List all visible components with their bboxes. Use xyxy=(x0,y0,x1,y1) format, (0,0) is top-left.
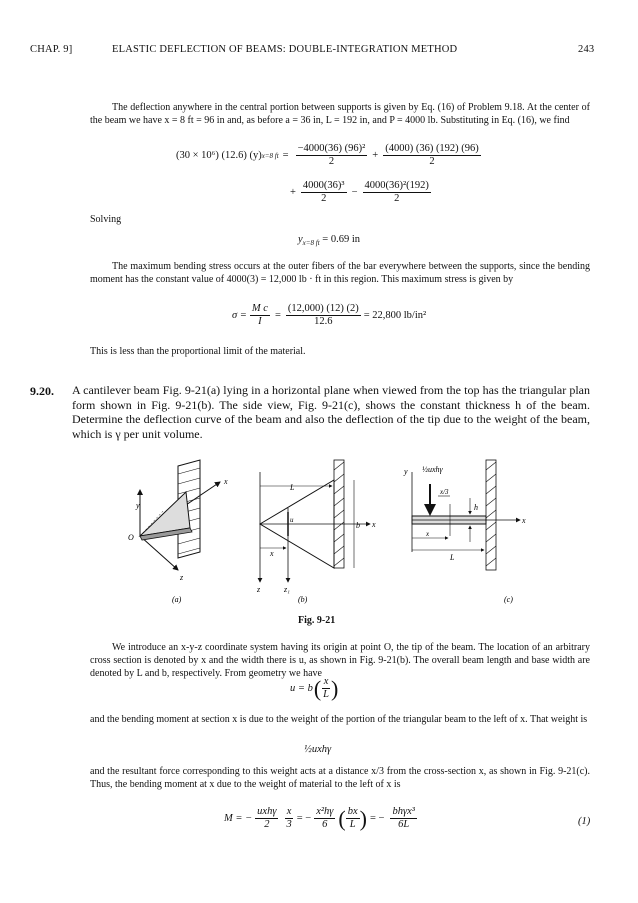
fig-c-dim-x: x xyxy=(426,530,430,538)
eq2-sub: x=8 ft xyxy=(302,239,320,248)
eq1-t4-den: 2 xyxy=(394,193,400,204)
eq1-t1-den: 2 xyxy=(328,156,335,167)
eq6-f3-num: x²hγ xyxy=(316,806,334,817)
figure-a-isometric xyxy=(140,460,220,570)
equation-deflection-line2: + $\frac{\text{4000(36)³}}{2}$ − $\frac{\text{4000(36)²(192)}}{2}$ xyxy=(290,180,429,204)
eq1-t1-num: −4000(36) (96)² xyxy=(297,143,366,154)
equation-stress: σ = $\frac{\text{M c}}{I}$ = $\frac{(12,000) (12) (2)}{12.6}$ = 22,800 lb/in² xyxy=(232,303,427,327)
fig-a-origin: O xyxy=(128,533,134,542)
fig-a-axis-x: x xyxy=(224,477,228,486)
eq3-f1-num: M c xyxy=(251,303,268,314)
eq6-f1-den: 2 xyxy=(264,819,270,830)
problem-number: 9.20. xyxy=(30,384,54,398)
eq4-den: L xyxy=(323,689,330,700)
eq6-f5-num: bhγx³ xyxy=(392,806,415,817)
paragraph-deflection: The deflection anywhere in the central portion between supports is given by Eq. (16) of Problem 9.18. At the center of the beam we have x = 8 ft = 96 in and, as before a = 36 in, L = 192 in, and P = 4000 lb. Substituting in Eq. (16), we find xyxy=(90,102,590,126)
fig-c-axis-x: x xyxy=(522,516,526,525)
paragraph-bending-stress: The maximum bending stress occurs at the outer fibers of the bar everywhere between the supports, since the bending moment has the constant value of 4000(3) = 12,000 lb · ft in this region. This maximum stress is given by xyxy=(90,261,590,285)
fig-c-axis-y: y xyxy=(404,467,408,476)
eq4-lhs: u = b xyxy=(290,683,313,694)
fig-c-load: ½uxhγ xyxy=(422,465,443,474)
fig-a-axis-z: z xyxy=(180,573,184,582)
fig-b-dim-x: x xyxy=(270,549,274,558)
paragraph-coordinate-system: We introduce an x-y-z coordinate system having its origin at point O, the tip of the beam. The location of an arbitrary cross section is denoted by x and the width there is u, as shown in Fig. 9-21(b). The overall beam length and base width are denoted by L and b, respectively. From geometry we have xyxy=(90,642,590,679)
figure-c-side-view xyxy=(412,460,520,570)
eq2-lhs: y xyxy=(298,234,303,245)
eq6-mid: = − xyxy=(296,813,312,824)
eq1-t2-num: (4000) (36) (192) (96) xyxy=(385,143,479,154)
eq6-f4-den: L xyxy=(349,819,356,830)
fig-b-dim-u: u xyxy=(290,516,294,524)
eq6-f4-num: bx xyxy=(347,806,358,817)
fig-c-third: x/3 xyxy=(440,488,449,496)
eq6-f1-num: uxhγ xyxy=(257,806,277,817)
equation-moment: M = − $\frac{\text{uxhγ}}{2}$ $\frac{x}{3}$ = − $\frac{\text{x²hγ}}{6}$ ( $\frac{bx}{L}$ ) = − $\frac{\text{bhγx³}}{6L}$ xyxy=(224,805,415,831)
page-number: 243 xyxy=(578,44,595,55)
eq1-t2-den: 2 xyxy=(429,156,435,167)
eq6-f2-den: 3 xyxy=(286,819,292,830)
equation-weight: ½uxhγ xyxy=(304,744,332,755)
fig-b-axis-z: z xyxy=(257,585,261,594)
eq6-lhs: M = − xyxy=(224,813,253,824)
eq1-t3-den: 2 xyxy=(321,193,327,204)
equation-result-deflection xyxy=(298,234,360,247)
fig-c-dim-L: L xyxy=(450,553,455,562)
running-title: ELASTIC DEFLECTION OF BEAMS: DOUBLE-INTEGRATION METHOD xyxy=(112,44,458,55)
eq1-t3-num: 4000(36)³ xyxy=(302,180,345,191)
eq6-f2-num: x xyxy=(286,806,292,817)
paragraph-proportional-limit: This is less than the proportional limit of the material. xyxy=(90,346,306,357)
paragraph-bending-moment: and the resultant force corresponding to this weight acts at a distance x/3 from the cross-section x, as shown in Fig. 9-21(c). Thus, the bending moment at x due to the weight of material to the left of x is xyxy=(90,766,590,790)
eq6-f5-den: 6L xyxy=(398,819,410,830)
eq1-lhs: (30 × 10⁶) (12.6) (y) xyxy=(176,150,262,161)
eq1-lhs-sub: x=8 ft xyxy=(261,151,279,160)
fig-a-label: (a) xyxy=(172,595,182,604)
fig-b-label: (b) xyxy=(298,595,308,604)
eq4-num: x xyxy=(323,676,329,687)
fig-b-dim-b: b xyxy=(356,521,360,530)
solving-label: Solving xyxy=(90,214,122,225)
equation-width: u = b ( $\frac{x}{L}$ ) xyxy=(290,675,339,701)
eq2-rhs: = 0.69 in xyxy=(322,234,360,245)
chapter-label: CHAP. 9] xyxy=(30,44,73,55)
eq1-t4-num: 4000(36)²(192) xyxy=(364,180,429,191)
fig-b-axis-z1: z₁ xyxy=(284,585,290,594)
figure-b-plan-view xyxy=(260,460,370,582)
fig-b-dim-L: L xyxy=(290,483,295,492)
eq3-f1-den: I xyxy=(258,316,262,327)
fig-a-axis-y: y xyxy=(136,501,140,510)
fig-c-dim-h: h xyxy=(474,503,478,512)
eq3-f2-den: 12.6 xyxy=(314,316,333,327)
eq3-rhs: = 22,800 lb/in² xyxy=(363,310,427,321)
problem-statement: A cantilever beam Fig. 9-21(a) lying in a horizontal plane when viewed from the top has the triangular plan form shown in Fig. 9-21(b). The side view, Fig. 9-21(c), shows the constant thickness h of the beam. Determine the deflection curve of the beam and also the deflection of the tip due to the weight of the beam, which is γ per unit volume. xyxy=(72,383,590,441)
fig-b-axis-x: x xyxy=(372,520,376,529)
fig-c-label: (c) xyxy=(504,595,513,604)
figure-9-21 xyxy=(120,452,540,610)
eq6-f3-den: 6 xyxy=(322,819,328,830)
eq3-lhs: σ = xyxy=(232,310,247,321)
paragraph-weight: and the bending moment at section x is due to the weight of the portion of the triangular beam to the left of x. That weight is xyxy=(90,714,588,725)
equation-number-1: (1) xyxy=(578,816,591,827)
equation-deflection-line1: (30 × 10⁶) (12.6) (y) x=8 ft = $\frac{\text{−4000(36) (96)²}}{2}$ + $\frac{(4000) (36) (192) (96)}{2}$ xyxy=(176,143,479,167)
figure-caption: Fig. 9-21 xyxy=(298,615,336,626)
eq3-f2-num: (12,000) (12) (2) xyxy=(287,303,359,314)
